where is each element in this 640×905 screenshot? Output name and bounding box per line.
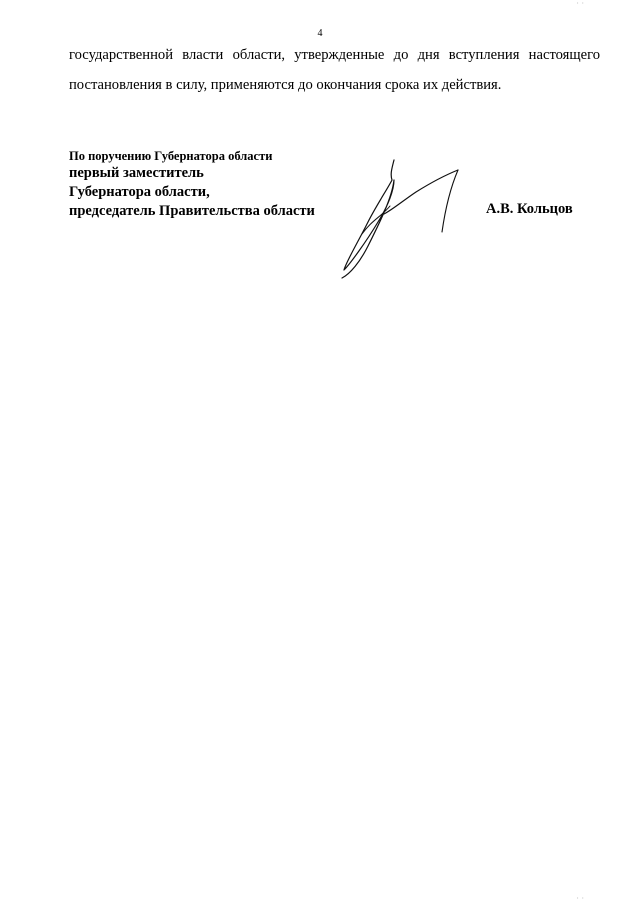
body-line: государственной власти области, утвержденные до дня вступления настоящего [69,47,600,63]
signatory-title-line: председатель Правительства области [69,203,315,219]
signature-stroke [342,160,394,278]
signatory-title-line: Губернатора области, [69,184,210,200]
scan-corner-mark: · · [576,0,584,8]
scan-corner-mark: · · [576,894,584,903]
signatory-block [69,148,315,221]
body-paragraph [69,40,600,100]
page-number: 4 [317,28,323,39]
handwritten-signature-icon [332,158,468,280]
signatory-name: А.В. Кольцов [486,201,573,217]
signature-stroke [442,170,458,232]
signatory-title-line: первый заместитель [69,165,204,181]
signatory-instruction: По поручению Губернатора области [69,149,273,163]
body-line: постановления в силу, применяются до окончания срока их действия. [69,77,502,93]
